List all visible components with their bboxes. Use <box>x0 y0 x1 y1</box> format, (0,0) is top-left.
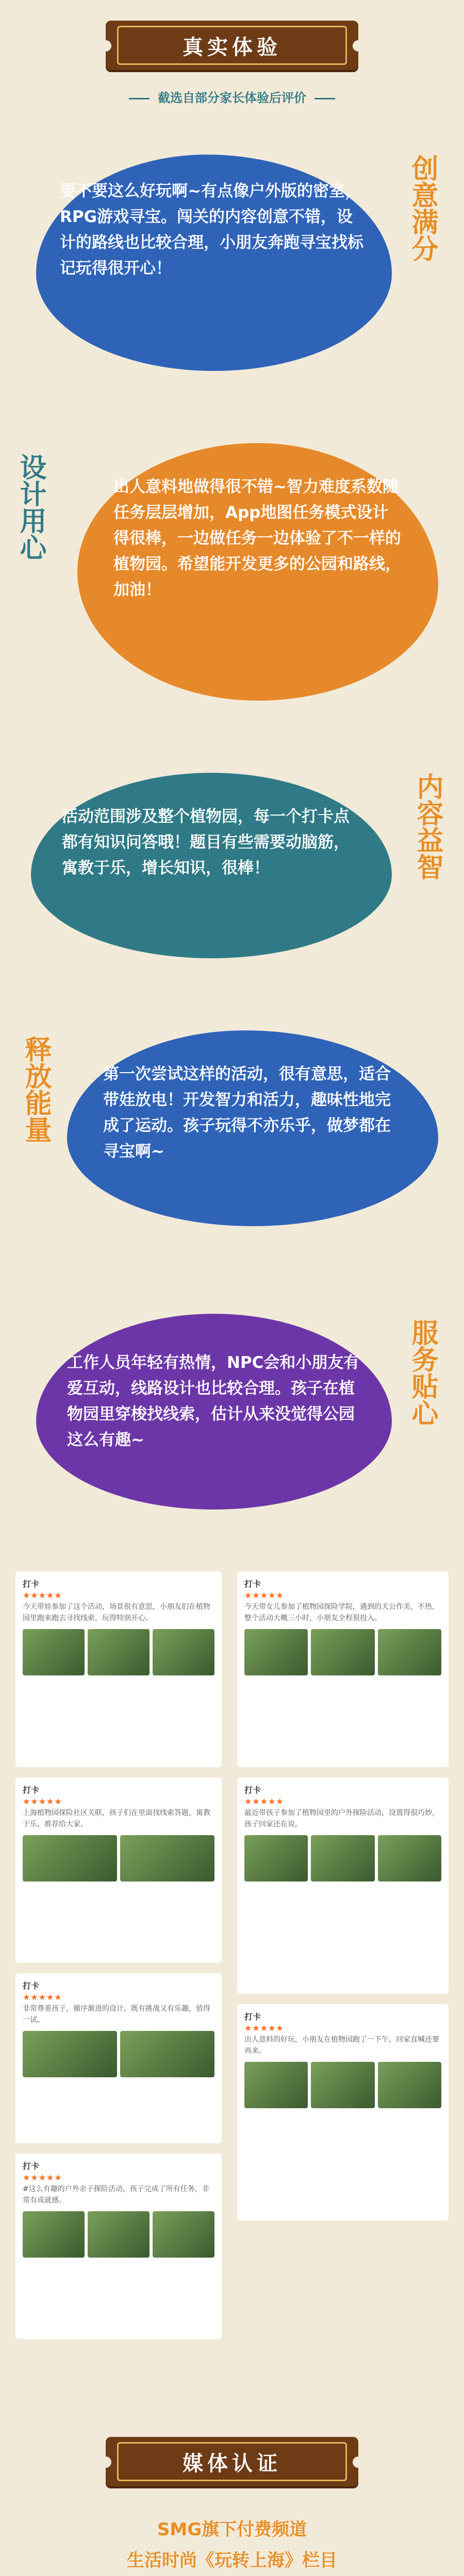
testimonial-tag: 释放能量 <box>20 1036 51 1143</box>
reviews-collage <box>15 1571 449 2344</box>
testimonial-bubble: 要不要这么好玩啊~有点像户外版的密室，RPG游戏寻宝。闯关的内容创意不错，设计的路线也比较合理，小朋友奔跑寻宝找标记玩得很开心！ <box>36 155 392 371</box>
review-card <box>15 1777 222 1963</box>
review-text: 今天带娃参加了这个活动，场景很有意思，小朋友们在植物园里跑来跑去寻找线索，玩得特别开心。 <box>23 1603 210 1622</box>
review-stars: ★★★★★ <box>244 1797 284 1806</box>
review-photos <box>244 2062 441 2108</box>
experience-banner <box>106 21 358 70</box>
review-card <box>15 1571 222 1767</box>
testimonial-bubble: 出人意料地做得很不错~智力难度系数随任务层层增加，App地图任务模式设计得很棒，一边做任务一边体验了不一样的植物园。希望能开发更多的公园和路线，加油！ <box>77 443 438 701</box>
review-text: 今天带女儿参加了植物园探险学院，遇到的天公作美，不热，整个活动大概三小时，小朋友全程很投入。 <box>244 1603 439 1622</box>
review-user: 打卡 <box>23 1579 40 1589</box>
testimonial-bubble: 工作人员年轻有热情，NPC会和小朋友有爱互动，线路设计也比较合理。孩子在植物园里穿梭找线索，估计从来没觉得公园这么有趣~ <box>36 1314 392 1510</box>
review-card <box>15 1973 222 2143</box>
review-card <box>15 2154 222 2339</box>
review-stars: ★★★★★ <box>23 1797 62 1806</box>
review-user: 打卡 <box>23 2161 40 2171</box>
review-card <box>237 1777 449 1994</box>
testimonial-tag: 创意满分 <box>407 155 438 262</box>
review-text: #这么有趣的户外亲子探险活动，孩子完成了所有任务，非常有成就感。 <box>23 2185 209 2205</box>
testimonial-tag: 设计用心 <box>15 453 46 561</box>
media-item: 生活时尚《玩转上海》栏目 <box>127 2550 337 2571</box>
media-item: SMG旗下付费频道 <box>157 2519 307 2540</box>
review-text: 上海植物园探险社区关联，孩子们在里面找线索答题，寓教于乐，推荐给大家。 <box>23 1809 210 1828</box>
testimonial-tag: 服务贴心 <box>407 1319 438 1426</box>
review-user: 打卡 <box>244 1579 261 1589</box>
review-photos <box>23 1835 214 1882</box>
review-user: 打卡 <box>23 1981 40 1991</box>
review-card <box>237 2004 449 2221</box>
review-stars: ★★★★★ <box>244 1590 284 1600</box>
experience-title: 真实体验 <box>117 26 347 65</box>
review-user: 打卡 <box>23 1785 40 1795</box>
review-photos <box>23 2031 214 2077</box>
review-photos <box>23 1629 214 1675</box>
experience-subtitle: 截选自部分家长体验后评价 <box>0 88 464 106</box>
review-text: 出人意料的好玩，小朋友在植物园跑了一下午，回家直喊还要再来。 <box>244 2036 439 2055</box>
review-card <box>237 1571 449 1767</box>
testimonial-bubble: 第一次尝试这样的活动，很有意思，适合带娃放电！开发智力和活力，趣味性地完成了运动。孩子玩得不亦乐乎，做梦都在寻宝啊~ <box>67 1030 438 1226</box>
review-stars: ★★★★★ <box>23 2173 62 2182</box>
review-text: 非常尊重孩子，循序渐进的设计，既有挑战又有乐趣，值得一试。 <box>23 2005 210 2024</box>
review-text: 最近带孩子参加了植物园里的户外探险活动，设置得很巧妙，孩子回家还在说。 <box>244 1809 439 1828</box>
review-user: 打卡 <box>244 2012 261 2022</box>
review-stars: ★★★★★ <box>23 1992 62 2002</box>
testimonial-tag: 内容益智 <box>412 773 443 880</box>
review-user: 打卡 <box>244 1785 261 1795</box>
review-photos <box>244 1629 441 1675</box>
testimonial-bubble: 活动范围涉及整个植物园，每一个打卡点都有知识问答哦！题目有些需要动脑筋，寓教于乐，增长知识，很棒！ <box>31 773 392 958</box>
review-photos <box>23 2211 214 2258</box>
dash-right-icon <box>314 98 335 99</box>
media-list <box>0 2514 464 2576</box>
review-stars: ★★★★★ <box>244 2023 284 2033</box>
dash-left-icon <box>129 98 150 99</box>
media-banner <box>106 2437 358 2486</box>
review-stars: ★★★★★ <box>23 1590 62 1600</box>
review-photos <box>244 1835 441 1882</box>
media-title: 媒体认证 <box>117 2442 347 2481</box>
